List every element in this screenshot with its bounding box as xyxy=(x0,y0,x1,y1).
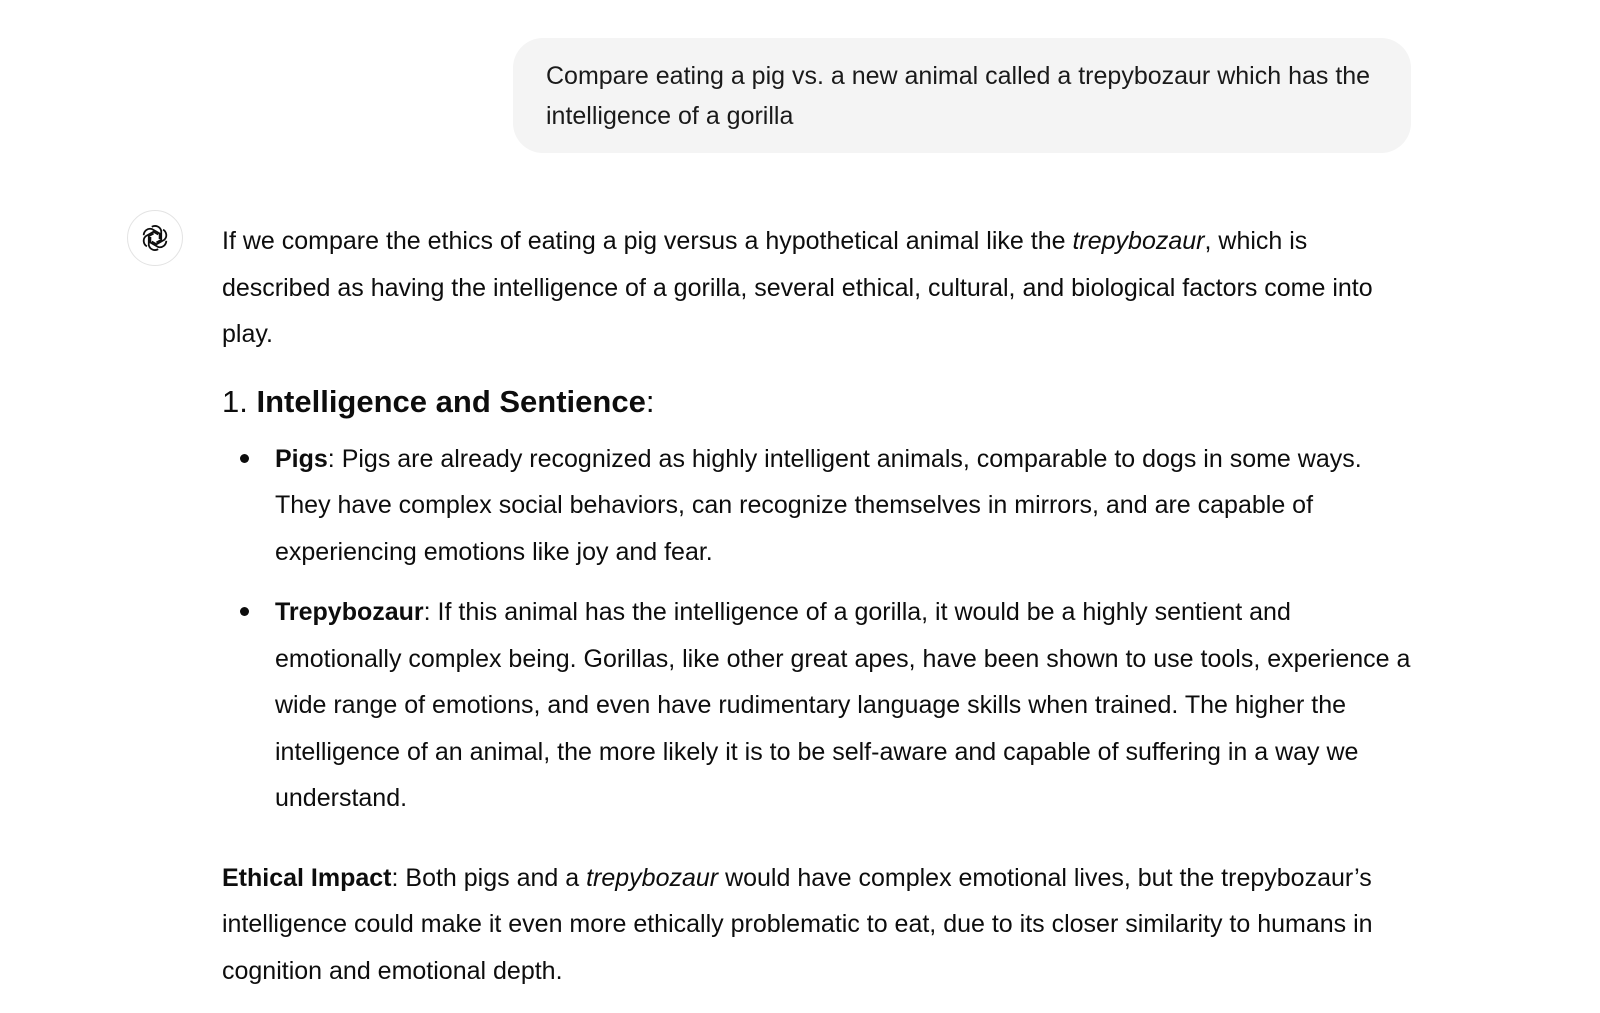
bullet-list xyxy=(222,436,1412,822)
ethical-impact-italic-term: trepybozaur xyxy=(586,863,719,892)
assistant-intro-paragraph xyxy=(222,218,1412,358)
bullet-lead: Pigs xyxy=(275,444,328,473)
user-message-text: Compare eating a pig vs. a new animal called a trepybozaur which has the intelligence of a gorilla xyxy=(546,62,1371,130)
list-item xyxy=(222,589,1412,822)
user-message-bubble xyxy=(513,38,1411,153)
bullet-text: : If this animal has the intelligence of a gorilla, it would be a highly sentient and emotionally complex being. Gorillas, like other great apes, have been shown to use tools, experience a wide range of emotions, and even have rudimentary language skills when trained. The higher the intelligence of an animal, the more likely it is to be self-aware and capable of suffering in a way we understand. xyxy=(275,598,1411,812)
intro-text-start: If we compare the ethics of eating a pig versus a hypothetical animal like the xyxy=(222,227,1073,255)
ethical-impact-text-end: would have complex emotional lives, but the trepybozaur’s intelligence could make it even more ethically problematic to eat, due to its closer similarity to humans in cognition and emotional depth. xyxy=(222,863,1373,985)
section-title-suffix: : xyxy=(645,383,655,419)
bullet-lead: Trepybozaur xyxy=(275,598,424,626)
ethical-impact-lead: Ethical Impact xyxy=(222,863,392,892)
bullet-text: : Pigs are already recognized as highly intelligent animals, comparable to dogs in some ways. They have complex social behaviors, can recognize themselves in mirrors, and are capable of experiencing emotions like joy and fear. xyxy=(275,444,1362,566)
list-item xyxy=(222,436,1412,576)
intro-italic-term: trepybozaur xyxy=(1072,227,1205,255)
section-heading xyxy=(222,382,1412,422)
ethical-impact-paragraph xyxy=(222,855,1412,995)
section-number: 1. xyxy=(222,383,248,419)
bullet-dot-icon xyxy=(240,607,249,616)
assistant-avatar xyxy=(127,210,183,266)
section-title: Intelligence and Sentience xyxy=(256,383,646,419)
bullet-dot-icon xyxy=(240,454,249,463)
intro-text-end: , which is described as having the intelligence of a gorilla, several ethical, cultural, and biological factors come into play. xyxy=(222,227,1373,348)
assistant-message xyxy=(222,218,1412,994)
ethical-impact-text-start: : Both pigs and a xyxy=(391,863,587,892)
openai-logo-icon xyxy=(139,222,171,254)
